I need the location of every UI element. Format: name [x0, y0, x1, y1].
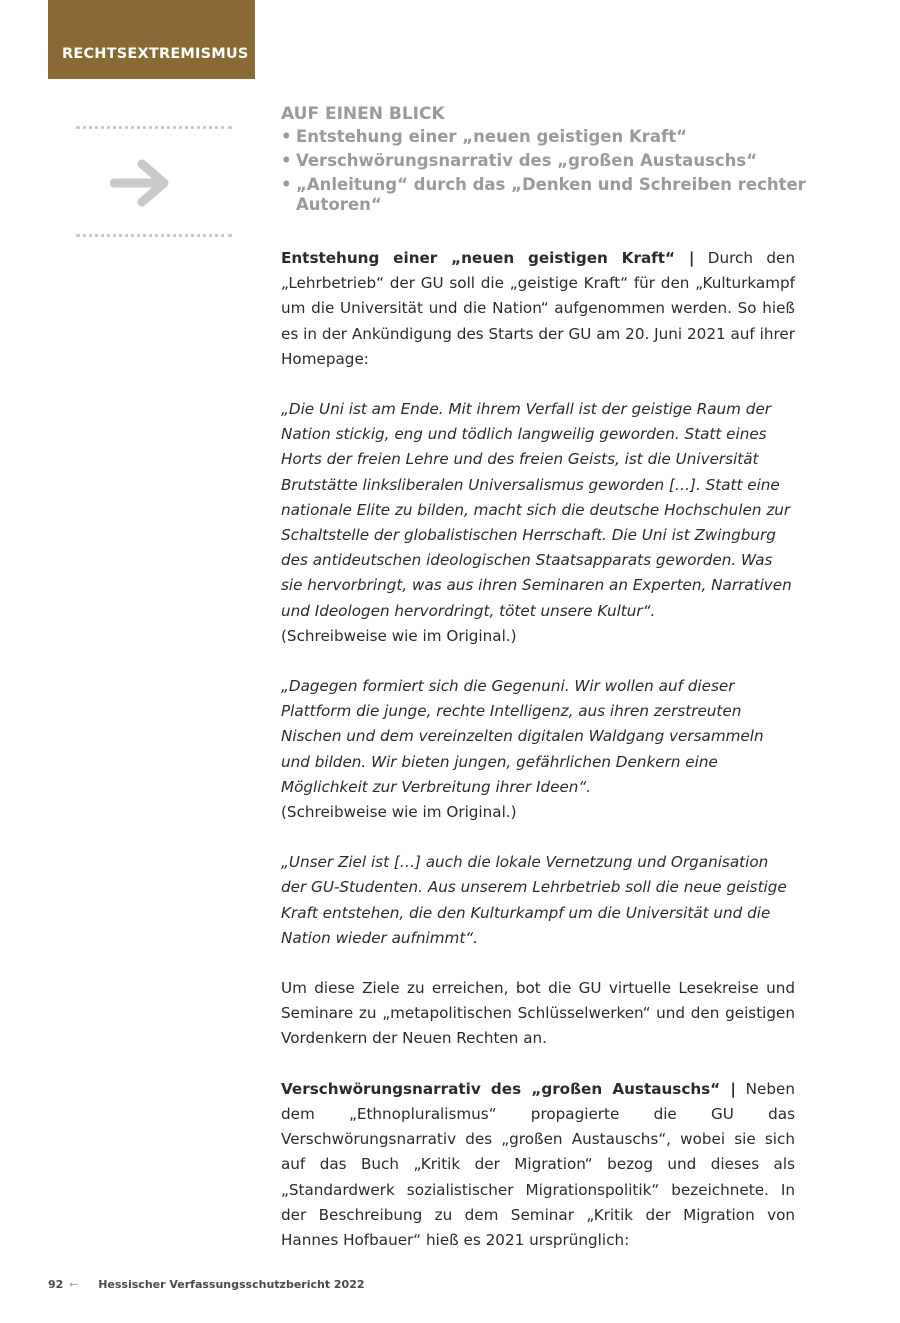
- paragraph-lead: Verschwörungsnarrativ des „großen Austauschs“ |: [281, 1079, 736, 1098]
- page-number: 92: [48, 1278, 64, 1291]
- quote-3: „Unser Ziel ist […] auch die lokale Vernetzung und Organisation der GU-Studenten. Aus unserem Lehrbetrieb soll die neue geistige Kraft entstehen, die den Kulturkampf um die Universität und die Nation wieder aufnimmt“.: [281, 853, 787, 947]
- summary-heading: AUF EINEN BLICK: [281, 104, 445, 124]
- section-tab-label: RECHTSEXTREMISMUS: [62, 46, 249, 62]
- summary-item: • Entstehung einer „neuen geistigen Kraft“: [281, 127, 821, 147]
- paragraph-entstehung: [281, 246, 795, 372]
- paragraph-text: Durch den „Lehrbetrieb“ der GU soll die „geistige Kraft“ für den „Kulturkampf um die Universität und die Nation“ aufgenommen werden. So hieß es in der Ankündigung des Starts der GU am 20. Juni 2021 auf ihrer Homepage:: [281, 249, 795, 368]
- dotted-divider-top: [76, 126, 232, 129]
- paragraph-austausch: [281, 1077, 795, 1253]
- paragraph-text: Neben dem „Ethnopluralismus“ propagierte die GU das Verschwörungsnarrativ des „großen Austauschs“, wobei sie sich auf das Buch „Kritik der Migration“ bezog und dieses als „Standardwerk sozialistischer Migrationspolitik“ bezeichnete. In der Beschreibung zu dem Seminar „Kritik der Migration von Hannes Hofbauer“ hieß es 2021 ursprünglich:: [281, 1079, 795, 1249]
- page-footer: [48, 1278, 365, 1291]
- back-arrow-icon: ←: [69, 1278, 79, 1291]
- summary-item: • „Anleitung“ durch das „Denken und Schreiben rechter Autoren“: [281, 175, 821, 215]
- note-2: (Schreibweise wie im Original.): [281, 803, 517, 822]
- dotted-divider-bottom: [76, 234, 232, 237]
- quote-2: „Dagegen formiert sich die Gegenuni. Wir wollen auf dieser Plattform die junge, rechte Intelligenz, aus ihren zerstreuten Nischen und dem vereinzelten digitalen Waldgang versammeln und bilden. Wir bieten jungen, gefährlichen Denkern eine Möglichkeit zur Verbreitung ihrer Ideen“.: [281, 677, 764, 796]
- note-1: (Schreibweise wie im Original.): [281, 626, 517, 645]
- paragraph-ziele: Um diese Ziele zu erreichen, bot die GU virtuelle Lesekreise und Seminare zu „metapolitischen Schlüsselwerken“ und den geistigen Vordenkern der Neuen Rechten an.: [281, 979, 795, 1048]
- section-tab: [48, 0, 255, 79]
- summary-item: • Verschwörungsnarrativ des „großen Austauschs“: [281, 151, 821, 171]
- paragraph-lead: Entstehung einer „neuen geistigen Kraft“ |: [281, 249, 695, 267]
- summary-list: [281, 127, 821, 215]
- article-body: [281, 246, 795, 1278]
- quote-1: „Die Uni ist am Ende. Mit ihrem Verfall ist der geistige Raum der Nation stickig, eng und tödlich langweilig geworden. Statt eines Horts der freien Lehre und des freien Geists, ist die Universität Brutstätte linksliberalen Universalismus geworden […]. Statt eine nationale Elite zu bilden, macht sich die deutsche Hochschulen zur Schaltstelle der globalistischen Herrschaft. Die Uni ist Zwingburg des antideutschen ideologischen Staatsapparats geworden. Was sie hervorbringt, was aus ihren Seminaren an Experten, Narrativen und Ideologen hervordringt, tötet unsere Kultur“.: [281, 400, 792, 620]
- summary-box: [281, 103, 821, 219]
- publication-title: Hessischer Verfassungsschutzbericht 2022: [98, 1278, 365, 1291]
- arrow-right-icon: [110, 158, 172, 208]
